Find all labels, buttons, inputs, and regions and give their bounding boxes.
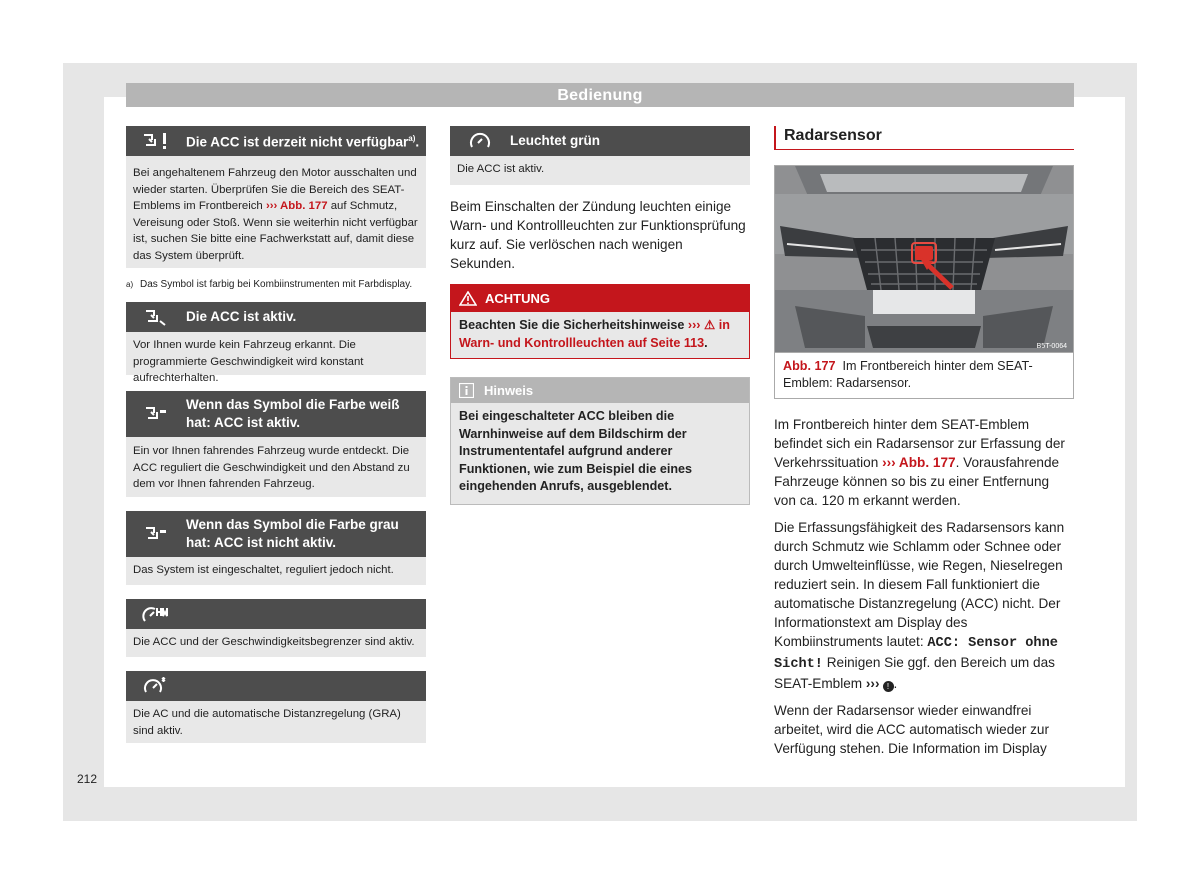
- paragraph-1: Im Frontbereich hinter dem SEAT-Emblem befindet sich ein Radarsensor zur Erfassung der Verkehrssituation ››› Abb. 177. Vorausfahrende Fahrzeuge können so bis zu einer Entfernung von ca. 120 m erkannt werden.: [774, 417, 1065, 508]
- right-column: [774, 126, 1074, 758]
- note-title: Hinweis: [484, 383, 534, 398]
- gra-icon: [141, 676, 171, 696]
- paragraph-3: Wenn der Radarsensor wieder einwandfrei arbeitet, wird die ACC automatisch wieder zur Verfügung stehen. Die Information im Display: [774, 703, 1050, 756]
- warning-title: ACHTUNG: [485, 291, 550, 306]
- warning-triangle-icon: [459, 291, 477, 306]
- gra-text: Die AC und die automatische Distanzregelung (GRA) sind aktiv.: [126, 701, 426, 743]
- display-message: ACC: Sensor ohne Sicht!: [774, 636, 1058, 672]
- figure-caption: Abb. 177 Im Frontbereich hinter dem SEAT-Emblem: Radarsensor.: [775, 352, 1073, 398]
- acc-grey-title: Wenn das Symbol die Farbe grau hat: ACC ist nicht aktiv.: [186, 517, 399, 550]
- warning-box: [450, 284, 750, 359]
- acc-icon: [143, 307, 169, 327]
- speed-limiter-icon: [141, 604, 171, 624]
- figure-link-2[interactable]: ››› Abb. 177: [882, 455, 956, 470]
- paragraph-2: Die Erfassungsfähigkeit des Radarsensors kann durch Schmutz wie Schlamm oder Schnee oder durch Umwelteinflüsse, wie Regen, Nieselregen reduziert sein. In diesem Fall funktioniert die automatische Distanzregelung (ACC) nicht. Der Informationstext am Display des Kombiinstruments lautet: ACC: Sensor ohne Sicht! Reinigen Sie ggf. den Bereich um das SEAT-Emblem ››› ! .: [774, 520, 1065, 691]
- acc-white-text: Ein vor Ihnen fahrendes Fahrzeug wurde entdeckt. Die ACC reguliert die Geschwindigkeit und den Abstand zu dem vor Ihnen fahrenden Fahrzeug.: [126, 437, 426, 497]
- speed-limiter-header: [126, 599, 426, 629]
- acc-white-header: [126, 391, 426, 437]
- acc-unavailable-text: Bei angehaltenem Fahrzeug den Motor ausschalten und wieder starten. Überprüfen Sie die Bereich des SEAT-Emblems im Frontbereich ››› Abb. 177 auf Schmutz, Vereisung oder Stoß. Wenn sie weiterhin nicht verfügbar ist, suchen Sie bitte eine Fachwerkstatt auf, damit diese das System überprüft.: [126, 156, 426, 268]
- acc-active-header: [126, 302, 426, 332]
- gra-header: [126, 671, 426, 701]
- notice-link[interactable]: ›››: [865, 676, 880, 691]
- acc-warning-icon: [141, 131, 171, 151]
- notice-icon: !: [883, 681, 894, 692]
- figure-label: Abb. 177: [783, 359, 836, 373]
- acc-active-text: Vor Ihnen wurde kein Fahrzeug erkannt. Die programmierte Geschwindigkeit wird konstant aufrechterhalten.: [126, 332, 426, 375]
- figure-box: [774, 165, 1074, 399]
- green-light-title: Leuchtet grün: [510, 133, 600, 148]
- car-front-radar-image: [775, 166, 1073, 352]
- speedometer-icon: [468, 131, 492, 151]
- note-box: [450, 377, 750, 505]
- speed-limiter-text: Die ACC und der Geschwindigkeitsbegrenzer sind aktiv.: [126, 629, 426, 657]
- middle-column: [450, 126, 750, 505]
- acc-grey-icon: [143, 524, 169, 544]
- info-icon: [459, 383, 474, 398]
- green-light-header: [450, 126, 750, 156]
- acc-grey-header: [126, 511, 426, 557]
- page-number: 212: [77, 772, 98, 786]
- acc-white-title: Wenn das Symbol die Farbe weiß hat: ACC ist aktiv.: [186, 397, 400, 430]
- acc-grey-text: Das System ist eingeschaltet, reguliert jedoch nicht.: [126, 557, 426, 585]
- acc-active-title: Die ACC ist aktiv.: [186, 309, 297, 324]
- startup-paragraph: Beim Einschalten der Zündung leuchten einige Warn- und Kontrollleuchten zur Funktionsprüfung kurz auf. Sie verlöschen nach wenigen Sekunden.: [450, 199, 746, 271]
- figure-code: B5T-0064: [1036, 343, 1067, 350]
- left-column: [126, 126, 426, 743]
- note-header: [451, 378, 749, 403]
- warning-link[interactable]: ››› ⚠ in Warn- und Kontrollleuchten auf Seite 113: [459, 318, 730, 350]
- acc-unavailable-title: Die ACC ist derzeit nicht verfügbar: [186, 134, 409, 150]
- chapter-header: Bedienung: [126, 83, 1074, 107]
- warning-text: Beachten Sie die Sicherheitshinweise ››› ⚠ in Warn- und Kontrollleuchten auf Seite 113.: [459, 318, 730, 350]
- warning-header: [451, 285, 749, 312]
- footnote-ref: a): [408, 134, 416, 144]
- acc-unavailable-header: Die ACC ist derzeit nicht verfügbar$^{a)}$.: [126, 126, 426, 156]
- footnote: a) Das Symbol ist farbig bei Kombiinstrumenten mit Farbdisplay.: [126, 279, 413, 290]
- note-text: Bei eingeschalteter ACC bleiben die Warnhinweise auf dem Bildschirm der Instrumententafel aufgrund anderer Funktionen, wie zum Beispiel die eines eingehenden Anrufs, ausgeblendet.: [459, 409, 693, 493]
- acc-white-icon: [143, 404, 169, 424]
- section-title: Radarsensor: [774, 126, 1074, 150]
- green-light-text: Die ACC ist aktiv.: [450, 156, 750, 185]
- figure-link[interactable]: ››› Abb. 177: [265, 200, 328, 213]
